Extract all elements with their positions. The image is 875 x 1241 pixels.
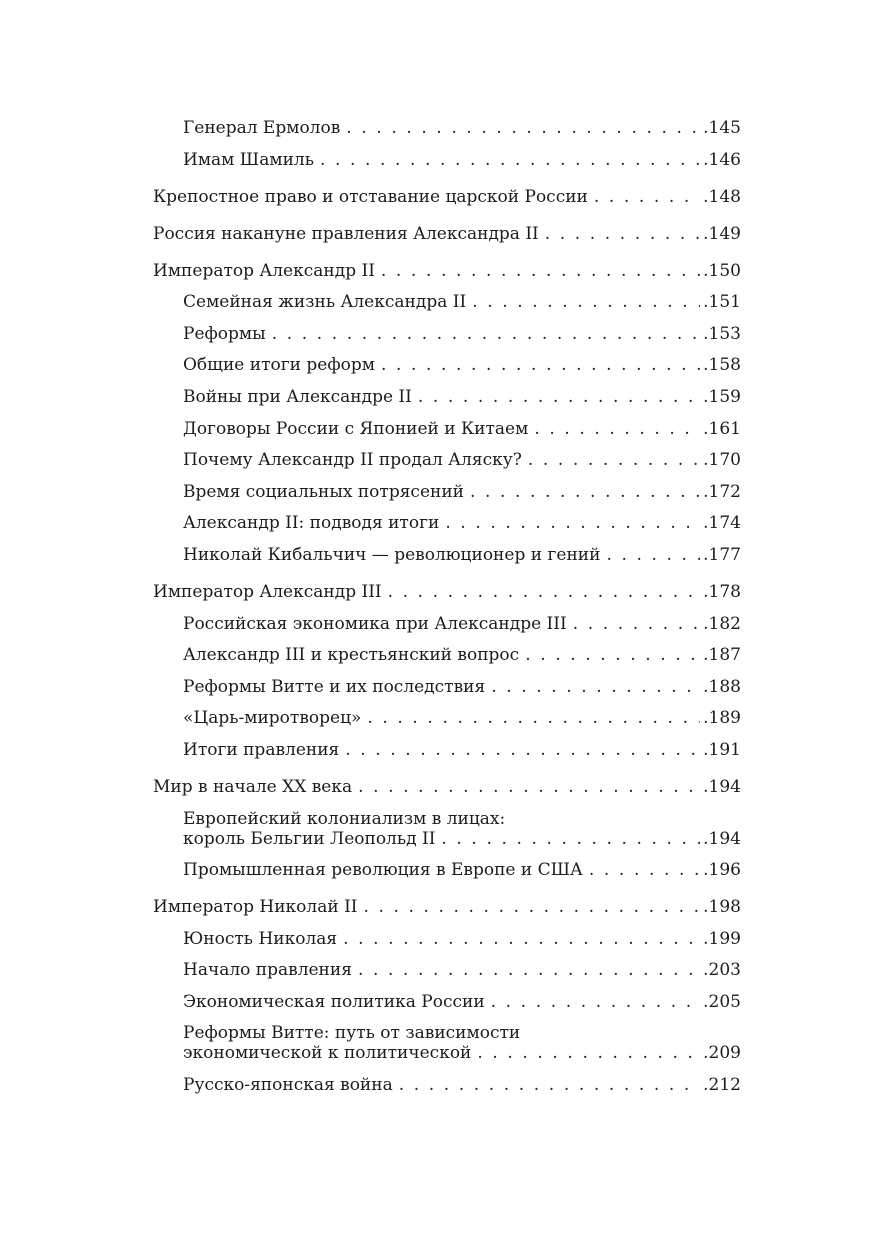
- toc-page-number: .158: [703, 355, 741, 376]
- toc-entry-title: Экономическая политика России: [183, 991, 485, 1012]
- dot-leader: [272, 324, 700, 344]
- dot-leader: [470, 482, 700, 502]
- toc-page-number: .196: [703, 860, 741, 881]
- toc-entry-title: Император Александр II: [153, 260, 375, 281]
- toc-page-number: .146: [703, 149, 741, 170]
- toc-section-entry[interactable]: [153, 677, 741, 697]
- toc-entry-title: Император Александр III: [153, 581, 382, 602]
- toc-entry-line: [153, 777, 741, 797]
- dot-leader: [491, 992, 700, 1012]
- toc-entry-title: Почему Александр II продал Аляску?: [183, 450, 522, 471]
- toc-section-entry[interactable]: [153, 450, 741, 470]
- toc-section-entry[interactable]: [153, 614, 741, 634]
- toc-page-number: .194: [703, 828, 741, 849]
- toc-section-entry[interactable]: [153, 292, 741, 312]
- toc-section-entry[interactable]: [153, 545, 741, 565]
- toc-entry-line: [183, 292, 741, 312]
- toc-chapter-entry[interactable]: [153, 187, 741, 207]
- dot-leader: [358, 960, 700, 980]
- toc-entry-line: [183, 1075, 741, 1095]
- toc-entry-title: Войны при Александре II: [183, 386, 412, 407]
- toc-section-entry[interactable]: [153, 482, 741, 502]
- dot-leader: [472, 292, 700, 312]
- dot-leader: [606, 545, 700, 565]
- toc-entry-title: Договоры России с Японией и Китаем: [183, 418, 529, 439]
- toc-entry-line: [183, 450, 741, 470]
- toc-section-entry[interactable]: [153, 860, 741, 880]
- toc-page-number: .198: [703, 897, 741, 918]
- dot-leader: [358, 777, 700, 797]
- dot-leader: [573, 614, 700, 634]
- dot-leader: [528, 450, 700, 470]
- toc-page-number: .177: [703, 544, 741, 565]
- toc-entry-line: [153, 224, 741, 244]
- toc-page-number: .212: [703, 1075, 741, 1096]
- toc-page-number: .172: [703, 481, 741, 502]
- dot-leader: [367, 708, 700, 728]
- toc-page-number: .205: [703, 991, 741, 1012]
- dot-leader: [381, 261, 700, 281]
- dot-leader: [364, 897, 701, 917]
- dot-leader: [399, 1075, 700, 1095]
- toc-page-number: .151: [703, 292, 741, 313]
- toc-entry-title: Александр II: подводя итоги: [183, 513, 440, 534]
- toc-entry-line: [183, 150, 741, 170]
- toc-entry-title: Семейная жизнь Александра II: [183, 292, 467, 313]
- toc-entry-line: [183, 355, 741, 375]
- dot-leader: [345, 740, 700, 760]
- dot-leader: [320, 150, 700, 170]
- toc-entry-title: Император Николай II: [153, 897, 358, 918]
- toc-section-entry[interactable]: [153, 513, 741, 533]
- toc-entry-line: [183, 992, 741, 1012]
- toc-entry-line: [183, 545, 741, 565]
- toc-page-number: .191: [703, 739, 741, 760]
- toc-page-number: .159: [703, 386, 741, 407]
- toc-entry-line: [183, 419, 741, 439]
- toc-page-number: .148: [703, 186, 741, 207]
- dot-leader: [445, 513, 700, 533]
- toc-page-number: .203: [703, 960, 741, 981]
- dot-leader: [418, 387, 700, 407]
- toc-entry-title: Общие итоги реформ: [183, 355, 375, 376]
- toc-chapter-entry[interactable]: [153, 224, 741, 244]
- toc-section-entry[interactable]: [153, 708, 741, 728]
- toc-section-entry[interactable]: [153, 992, 741, 1012]
- toc-entry-title: Мир в начале XX века: [153, 776, 353, 797]
- toc-entry-title: Русско-японская война: [183, 1075, 393, 1096]
- toc-entry-title: Итоги правления: [183, 739, 340, 760]
- toc-entry-line: [183, 740, 741, 760]
- dot-leader: [388, 582, 701, 602]
- toc-section-entry[interactable]: [153, 150, 741, 170]
- toc-entry-line: [183, 677, 741, 697]
- toc-page-number: .153: [703, 323, 741, 344]
- toc-section-entry[interactable]: [153, 960, 741, 980]
- toc-page-number: .188: [703, 676, 741, 697]
- toc-section-entry[interactable]: [153, 419, 741, 439]
- toc-entry-line: [183, 829, 741, 849]
- toc-chapter-entry[interactable]: [153, 777, 741, 797]
- toc-page-number: .149: [703, 223, 741, 244]
- toc-entry-title: «Царь-миротворец»: [183, 708, 362, 729]
- toc-page-number: .150: [703, 260, 741, 281]
- toc-page-number: .194: [703, 776, 741, 797]
- toc-page-number: .145: [703, 118, 741, 138]
- toc-page-number: .170: [703, 450, 741, 471]
- toc-entry-line: [183, 118, 741, 138]
- table-of-contents: [153, 112, 741, 1095]
- toc-entry-line: [183, 708, 741, 728]
- toc-entry-title-line: Реформы Витте: путь от зависимости: [183, 1023, 521, 1044]
- toc-entry-title: Начало правления: [183, 960, 352, 981]
- toc-entry-title: Российская экономика при Александре III: [183, 613, 567, 634]
- dot-leader: [346, 118, 700, 138]
- toc-entry-title: Реформы: [183, 323, 266, 344]
- toc-section-entry[interactable]: [153, 740, 741, 760]
- toc-entry-line: [183, 614, 741, 634]
- toc-entry-title-line: Европейский колониализм в лицах:: [183, 808, 506, 829]
- toc-page-number: .209: [703, 1043, 741, 1064]
- toc-entry-line: [183, 645, 741, 665]
- toc-entry-line: [183, 960, 741, 980]
- toc-entry-title: Крепостное право и отставание царской России: [153, 186, 588, 207]
- toc-entry-title: Промышленная революция в Европе и США: [183, 860, 583, 881]
- toc-entry-line: [183, 482, 741, 502]
- toc-page-number: .178: [703, 581, 741, 602]
- toc-chapter-entry[interactable]: [153, 897, 741, 917]
- toc-section-entry[interactable]: [153, 809, 741, 849]
- dot-leader: [381, 355, 700, 375]
- toc-entry-title: король Бельгии Леопольд II: [183, 828, 436, 849]
- dot-leader: [441, 829, 700, 849]
- toc-entry-line: [153, 582, 741, 602]
- toc-page-number: .174: [703, 513, 741, 534]
- toc-section-entry[interactable]: [153, 118, 741, 138]
- toc-section-entry[interactable]: [153, 355, 741, 375]
- toc-entry-title: Генерал Ермолов: [183, 118, 341, 138]
- toc-entry-title: Юность Николая: [183, 928, 338, 949]
- toc-entry-line: [183, 513, 741, 533]
- toc-entry-line: [153, 261, 741, 281]
- toc-entry-line: [183, 324, 741, 344]
- toc-chapter-entry[interactable]: [153, 582, 741, 602]
- toc-page-number: .182: [703, 613, 741, 634]
- toc-entry-title: Время социальных потрясений: [183, 481, 464, 502]
- toc-page-number: .187: [703, 645, 741, 666]
- toc-entry-title: экономической к политической: [183, 1043, 472, 1064]
- toc-entry-title: Реформы Витте и их последствия: [183, 676, 486, 697]
- dot-leader: [594, 187, 700, 207]
- dot-leader: [477, 1043, 700, 1063]
- toc-section-entry[interactable]: [153, 929, 741, 949]
- toc-entry-line: [183, 860, 741, 880]
- toc-entry-line: [153, 897, 741, 917]
- toc-entry-title: Россия накануне правления Александра II: [153, 223, 539, 244]
- dot-leader: [589, 860, 700, 880]
- toc-entry-line: [183, 1043, 741, 1063]
- dot-leader: [545, 224, 700, 244]
- toc-entry-line: [183, 387, 741, 407]
- toc-page-number: .161: [703, 418, 741, 439]
- toc-entry-line: [183, 929, 741, 949]
- toc-section-entry[interactable]: [153, 1075, 741, 1095]
- dot-leader: [525, 645, 700, 665]
- toc-page-number: .189: [703, 708, 741, 729]
- toc-entry-title: Николай Кибальчич — революционер и гений: [183, 544, 601, 565]
- toc-section-entry[interactable]: [153, 1023, 741, 1063]
- toc-page-number: .199: [703, 928, 741, 949]
- toc-section-entry[interactable]: [153, 324, 741, 344]
- dot-leader: [491, 677, 700, 697]
- toc-section-entry[interactable]: [153, 645, 741, 665]
- toc-entry-title: Александр III и крестьянский вопрос: [183, 645, 520, 666]
- toc-entry-line: [153, 187, 741, 207]
- toc-chapter-entry[interactable]: [153, 261, 741, 281]
- toc-section-entry[interactable]: [153, 387, 741, 407]
- dot-leader: [534, 419, 700, 439]
- toc-entry-title: Имам Шамиль: [183, 149, 314, 170]
- dot-leader: [343, 929, 700, 949]
